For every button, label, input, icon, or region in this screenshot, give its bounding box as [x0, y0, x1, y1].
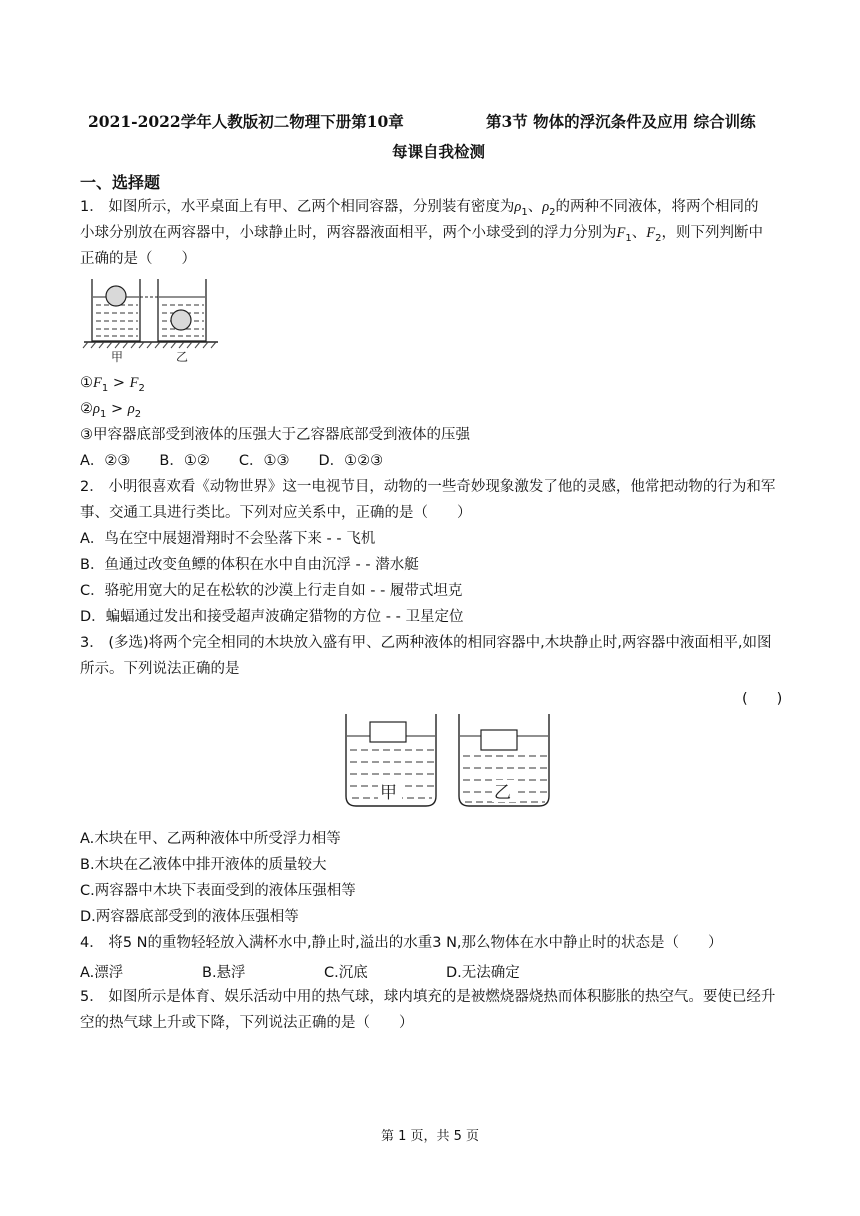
q3-choice-b: B.木块在乙液体中排开液体的质量较大	[80, 857, 327, 873]
doc-title-left: 2021-2022学年人教版初二物理下册第10章	[88, 112, 404, 131]
q1-option-3: ③甲容器底部受到液体的压强大于乙容器底部受到液体的压强	[80, 427, 470, 443]
q1-line-2: 小球分别放在两容器中，小球静止时，两容器液面相平，两个小球受到的浮力分别为$F_1$、$F_2$，则下列判断中	[80, 225, 763, 244]
q2-choice-c: C．骆驼用宽大的足在松软的沙漠上行走自如 - - 履带式坦克	[80, 583, 463, 599]
q5-line-2: 空的热气球上升或下降，下列说法正确的是（ ）	[80, 1015, 414, 1031]
q1-line-3: 正确的是（ ）	[80, 251, 196, 267]
q2-line-2: 事、交通工具进行类比。下列对应关系中，正确的是（ ）	[80, 505, 472, 521]
q1-line-1: 1． 如图所示，水平桌面上有甲、乙两个相同容器，分别装有密度为$\rho_1$、$\rho_2$的两种不同液体，将两个相同的	[80, 199, 759, 218]
q1-figure	[82, 275, 222, 365]
q1-option-1: $①F_1 > F_2$	[80, 375, 145, 394]
q2-choice-d: D．蝙蝠通过发出和接受超声波确定猎物的方位 - - 卫星定位	[80, 609, 464, 625]
q1-fig-label-jia: 甲	[111, 350, 124, 364]
q4-line-1: 4． 将5 N的重物轻轻放入满杯水中,静止时,溢出的水重3 N,那么物体在水中静止时的状态是（ ）	[80, 935, 723, 951]
q3-fig-label-jia: 甲	[380, 783, 397, 803]
q1-fig-label-yi: 乙	[176, 350, 189, 364]
q1-choices: A．②③ B．①② C．①③ D．①②③	[80, 453, 384, 469]
q4-choice-d: D.无法确定	[446, 965, 520, 981]
q3-choice-a: A.木块在甲、乙两种液体中所受浮力相等	[80, 831, 341, 847]
q5-line-1: 5． 如图所示是体育、娱乐活动中用的热气球，球内填充的是被燃烧器烧热而体积膨胀的热空气。要使已经升	[80, 989, 776, 1005]
q2-line-1: 2． 小明很喜欢看《动物世界》这一电视节目，动物的一些奇妙现象激发了他的灵感，他常把动物的行为和军	[80, 479, 776, 495]
section-title: 一、选择题	[80, 173, 161, 192]
q3-line-2: 所示。下列说法正确的是	[80, 661, 240, 677]
q3-choice-d: D.两容器底部受到的液体压强相等	[80, 909, 299, 925]
q3-fig-label-yi: 乙	[494, 783, 511, 803]
doc-subtitle: 每课自我检测	[392, 142, 486, 161]
q3-figure	[340, 710, 550, 810]
doc-title-right: 第3节 物体的浮沉条件及应用 综合训练	[486, 112, 756, 131]
q3-answer-paren: ( )	[742, 691, 783, 707]
page-footer: 第 1 页，共 5 页	[380, 1129, 480, 1144]
q3-line-1: 3． (多选)将两个完全相同的木块放入盛有甲、乙两种液体的相同容器中,木块静止时,两容器中液面相平,如图	[80, 635, 772, 651]
q2-choice-a: A．鸟在空中展翅滑翔时不会坠落下来 - - 飞机	[80, 531, 376, 547]
q2-choice-b: B．鱼通过改变鱼鳔的体积在水中自由沉浮 - - 潜水艇	[80, 557, 419, 573]
q4-choice-a: A.漂浮	[80, 965, 124, 981]
q4-choice-c: C.沉底	[324, 965, 368, 981]
q4-choice-b: B.悬浮	[202, 965, 246, 981]
q1-option-2: $②\rho_1 > \rho_2$	[80, 401, 142, 420]
q3-choice-c: C.两容器中木块下表面受到的液体压强相等	[80, 883, 356, 899]
